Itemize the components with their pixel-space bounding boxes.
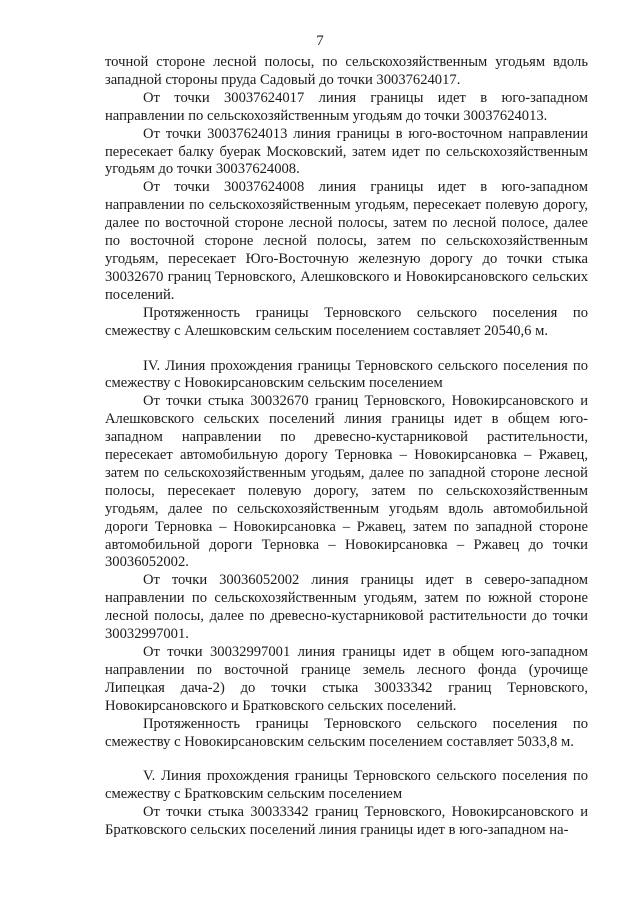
paragraph: От точки 30037624017 линия границы идет в юго-западном направлении по сельскохозяйственным угодьям до точки 30037624013. bbox=[105, 89, 588, 124]
paragraph: От точки 30036052002 линия границы идет в северо-западном направлении по сельскохозяйственным угодьям, затем по южной стороне лесной полосы, далее по древесно-кустарниковой растительности до точки 30032997001. bbox=[105, 572, 588, 643]
paragraph-length-summary: Протяженность границы Терновского сельского поселения по смежеству с Алешковским сельским поселением составляет 20540,6 м. bbox=[105, 304, 588, 339]
paragraph-continues-next-page: От точки стыка 30033342 границ Терновского, Новокирсановского и Братковского сельских поселений линия границы идет в юго-западном на- bbox=[105, 804, 588, 839]
section-gap bbox=[105, 341, 588, 358]
paragraph: От точки стыка 30032670 границ Терновского, Новокирсановского и Алешковского сельских поселений линия границы идет в общем юго-западном направлении по древесно-кустарниковой растительности, пересекает автомобильную дорогу Терновка – Новокирсановка – Ржавец, затем по сельскохозяйственным угодьям, далее по западной стороне лесной полосы, пересекает полевую дорогу, затем по сельскохозяйственным угодьям, далее по сельскохозяйственным угодьям вдоль автомобильной дороги Терновка – Новокирсановка – Ржавец, затем по западной стороне автомобильной дороги Терновка – Новокирсановка – Ржавец до точки 30036052002. bbox=[105, 393, 588, 571]
document-body bbox=[105, 54, 588, 840]
section-gap bbox=[105, 751, 588, 768]
paragraph: От точки 30037624008 линия границы идет в юго-западном направлении по сельскохозяйственным угодьям, пересекает полевую дорогу, далее по восточной стороне лесной полосы, затем по лесной полосе, далее по восточной стороне лесной полосы, затем по сельскохозяйственным угодьям, пересекает Юго-Восточную железную дорогу до точки стыка 30032670 границ Терновского, Алешковского и Новокирсановского сельских поселений. bbox=[105, 179, 588, 303]
section-heading-v: V. Линия прохождения границы Терновского сельского поселения по смежеству с Братковским сельским поселением bbox=[105, 768, 588, 803]
page-number: 7 bbox=[316, 33, 324, 49]
paragraph-continuation: точной стороне лесной полосы, по сельскохозяйственным угодьям вдоль западной стороны пруда Садовый до точки 30037624017. bbox=[105, 54, 588, 88]
paragraph: От точки 30032997001 линия границы идет в общем юго-западном направлении по восточной границе земель лесного фонда (урочище Липецкая дача-2) до точки стыка 30033342 границ Терновского, Новокирсановского и Братковского сельских поселений. bbox=[105, 644, 588, 714]
paragraph-length-summary: Протяженность границы Терновского сельского поселения по смежеству с Новокирсановским сельским поселением составляет 5033,8 м. bbox=[105, 715, 588, 750]
paragraph: От точки 30037624013 линия границы в юго-восточном направлении пересекает балку буерак Московский, затем идет по сельскохозяйственным угодьям до точки 30037624008. bbox=[105, 125, 588, 178]
section-heading-iv: IV. Линия прохождения границы Терновского сельского поселения по смежеству с Новокирсановским сельским поселением bbox=[105, 357, 588, 392]
